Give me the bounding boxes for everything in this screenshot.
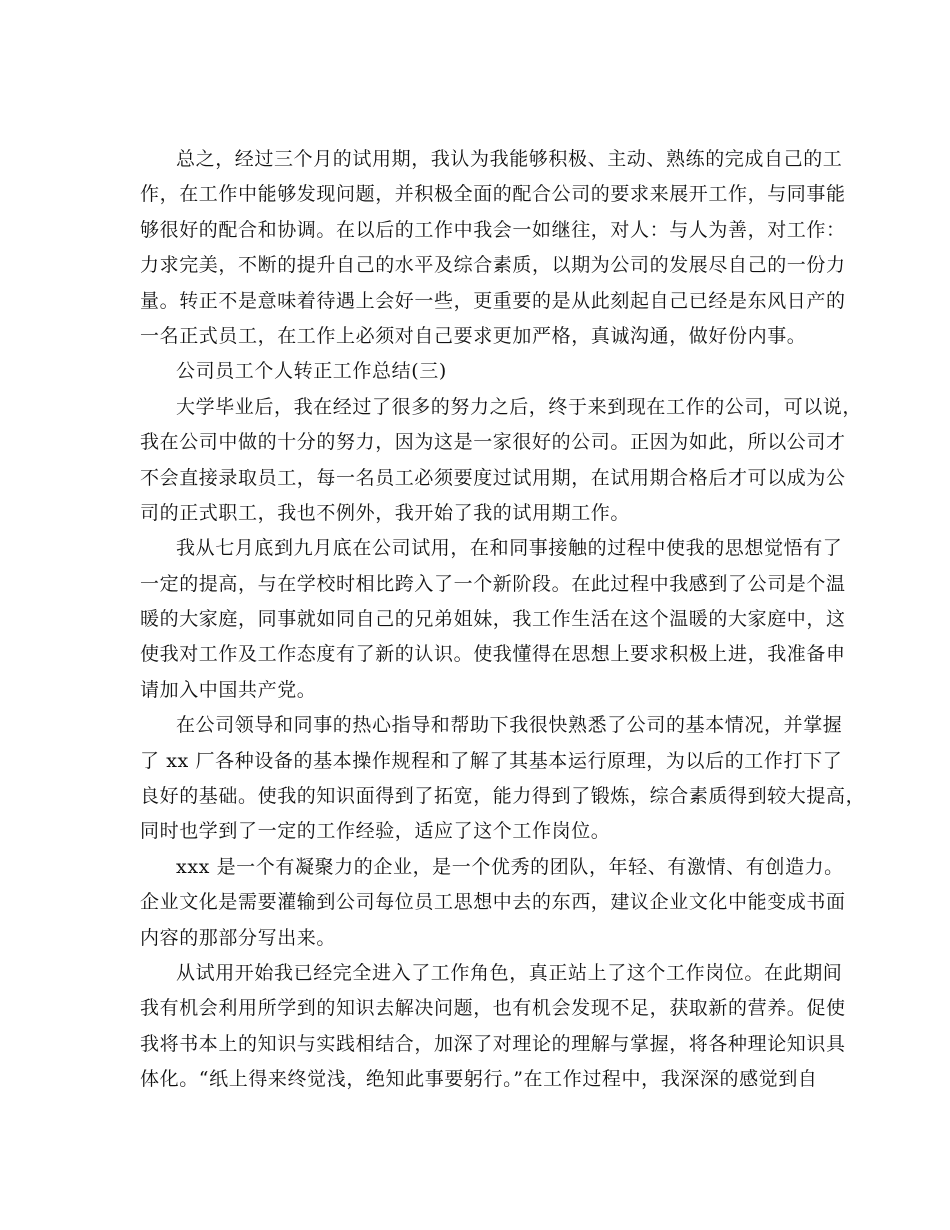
paragraph bbox=[140, 390, 863, 532]
paragraph-line: 我在公司中做的十分的努力，因为这是一家很好的公司。正因为如此，所以公司才 bbox=[140, 431, 846, 454]
paragraph-line: 内容的那部分写出来。 bbox=[140, 926, 337, 949]
paragraph-line: 在公司领导和同事的热心指导和帮助下我很快熟悉了公司的基本情况，并掌握 bbox=[176, 714, 843, 737]
paragraph-line: 一定的提高，与在学校时相比跨入了一个新阶段。在此过程中我感到了公司是个温 bbox=[140, 572, 846, 595]
paragraph-line: 作，在工作中能够发现问题，并积极全面的配合公司的要求来展开工作，与同事能 bbox=[140, 183, 846, 206]
paragraph bbox=[140, 956, 846, 1098]
paragraph-line: 量。转正不是意味着待遇上会好一些，更重要的是从此刻起自己已经是东风日产的 bbox=[140, 289, 846, 312]
paragraph-line: 我将书本上的知识与实践相结合，加深了对理论的理解与掌握，将各种理论知识具 bbox=[140, 1032, 846, 1055]
paragraph-line: 我有机会利用所学到的知识去解决问题，也有机会发现不足，获取新的营养。促使 bbox=[140, 997, 846, 1020]
paragraph bbox=[140, 531, 846, 708]
paragraph-line: 大学毕业后，我在经过了很多的努力之后，终于来到现在工作的公司，可以说， bbox=[176, 395, 863, 418]
paragraph-line: xxx 是一个有凝聚力的企业，是一个优秀的团队，年轻、有激情、有创造力。 bbox=[176, 855, 844, 878]
paragraph-line: 暖的大家庭，同事就如同自己的兄弟姐妹，我工作生活在这个温暖的大家庭中，这 bbox=[140, 608, 846, 631]
paragraph-line: 同时也学到了一定的工作经验，适应了这个工作岗位。 bbox=[140, 820, 611, 843]
paragraph-line: 司的正式职工，我也不例外，我开始了我的试用期工作。 bbox=[140, 501, 631, 524]
paragraph-line: 了 xx 厂各种设备的基本操作规程和了解了其基本运行原理，为以后的工作打下了 bbox=[140, 749, 843, 772]
paragraph bbox=[140, 708, 866, 850]
paragraph-line: 我从七月底到九月底在公司试用，在和同事接触的过程中使我的思想觉悟有了 bbox=[176, 537, 843, 560]
paragraph-line: 够很好的配合和协调。在以后的工作中我会一如继往，对人：与人为善，对工作： bbox=[140, 218, 846, 241]
paragraph-line: 体化。“纸上得来终觉浅，绝知此事要躬行。”在工作过程中，我深深的感觉到自 bbox=[140, 1068, 818, 1091]
paragraph-line: 从试用开始我已经完全进入了工作角色，真正站上了这个工作岗位。在此期间 bbox=[176, 961, 843, 984]
paragraph-line: 总之，经过三个月的试用期，我认为我能够积极、主动、熟练的完成自己的工 bbox=[176, 148, 843, 170]
paragraph-line: 请加入中国共产党。 bbox=[140, 678, 317, 701]
paragraph-line: 一名正式员工，在工作上必须对自己要求更加严格，真诚沟通，做好份内事。 bbox=[140, 324, 807, 347]
paragraph bbox=[140, 354, 820, 389]
document-body bbox=[140, 142, 866, 1098]
paragraph-line: 不会直接录取员工，每一名员工必须要度过试用期，在试用期合格后才可以成为公 bbox=[140, 466, 846, 489]
paragraph-line: 企业文化是需要灌输到公司每位员工思想中去的东西，建议企业文化中能变成书面 bbox=[140, 891, 846, 914]
paragraph bbox=[140, 850, 846, 956]
paragraph-line: 良好的基础。使我的知识面得到了拓宽，能力得到了锻炼，综合素质得到较大提高， bbox=[140, 785, 866, 808]
paragraph-line: 使我对工作及工作态度有了新的认识。使我懂得在思想上要求积极上进，我准备申 bbox=[140, 643, 846, 666]
paragraph bbox=[140, 142, 846, 354]
paragraph-line: 公司员工个人转正工作总结(三) bbox=[176, 360, 447, 383]
paragraph-line: 力求完美，不断的提升自己的水平及综合素质，以期为公司的发展尽自己的一份力 bbox=[140, 254, 846, 277]
